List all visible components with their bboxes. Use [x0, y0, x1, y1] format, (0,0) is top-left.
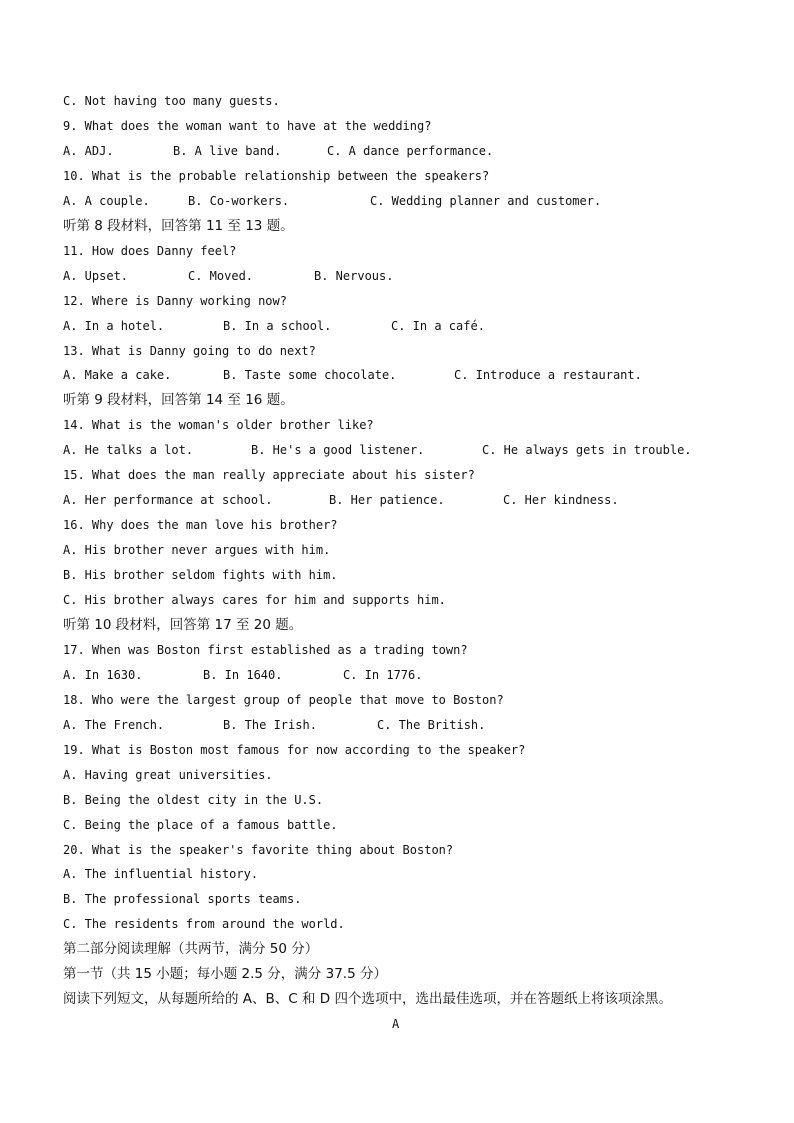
question-text: 9. What does the woman want to have at the wedding? — [63, 118, 432, 133]
answer-option: B. A live band. — [173, 143, 282, 158]
answer-option: A. His brother never argues with him. — [63, 543, 331, 558]
answer-option: B. The Irish. — [223, 717, 317, 732]
answer-option: C. His brother always cares for him and supports him. — [63, 593, 446, 607]
question-text: 18. Who were the largest group of people that move to Boston? — [63, 692, 504, 707]
answer-option: C. The residents from around the world. — [63, 917, 345, 932]
section-instruction: 听第 9 段材料，回答第 14 至 16 题。 — [63, 392, 294, 409]
question-text: 20. What is the speaker's favorite thing about Boston? — [63, 842, 454, 857]
answer-option: C. In a café. — [391, 318, 485, 333]
question-text: 14. What is the woman's older brother like? — [63, 418, 374, 433]
answer-option: A. Having great universities. — [63, 767, 273, 782]
answer-option: C. A dance performance. — [327, 143, 494, 158]
answer-option: A. In a hotel. — [63, 318, 165, 333]
answer-option: B. In 1640. — [203, 667, 283, 682]
question-text: 11. How does Danny feel? — [63, 243, 237, 258]
answer-option: C. Introduce a restaurant. — [454, 368, 642, 383]
answer-option: B. He's a good listener. — [251, 443, 425, 458]
question-text: 16. Why does the man love his brother? — [63, 518, 338, 533]
question-text: 12. Where is Danny working now? — [63, 293, 287, 308]
answer-option: C. Her kindness. — [503, 493, 619, 508]
answer-option: C. Moved. — [188, 268, 254, 283]
answer-option: A. The French. — [63, 717, 165, 732]
answer-option: B. Being the oldest city in the U.S. — [63, 792, 324, 807]
answer-option: A. Upset. — [63, 268, 129, 283]
answer-option: C. In 1776. — [343, 667, 423, 682]
answer-option: B. His brother seldom fights with him. — [63, 568, 338, 583]
answer-option: B. In a school. — [223, 318, 332, 333]
section-instruction: 第二部分阅读理解（共两节，满分 50 分） — [63, 941, 319, 958]
answer-option: A. He talks a lot. — [63, 443, 194, 458]
answer-option: B. Taste some chocolate. — [223, 368, 397, 383]
answer-option: B. Her patience. — [329, 493, 445, 508]
question-text: 10. What is the probable relationship between the speakers? — [63, 168, 490, 183]
answer-option: B. The professional sports teams. — [63, 892, 302, 907]
question-text: 13. What is Danny going to do next? — [63, 343, 316, 358]
answer-option: C. Not having too many guests. — [63, 94, 280, 108]
answer-option: A. The influential history. — [63, 867, 259, 882]
answer-option: B. Co-workers. — [188, 193, 290, 208]
answer-option: A. ADJ. — [63, 143, 114, 158]
answer-option: B. Nervous. — [314, 268, 394, 283]
question-text: 19. What is Boston most famous for now according to the speaker? — [63, 742, 526, 757]
answer-option: A. Make a cake. — [63, 368, 172, 383]
question-text: 17. When was Boston first established as a trading town? — [63, 642, 468, 657]
answer-option: A. A couple. — [63, 193, 150, 208]
passage-label: A — [392, 1017, 400, 1032]
answer-option: C. Wedding planner and customer. — [370, 193, 602, 208]
section-instruction: 阅读下列短文，从每题所给的 A、B、C 和 D 四个选项中，选出最佳选项，并在答题纸上将该项涂黑。 — [63, 991, 672, 1008]
answer-option: C. The British. — [377, 717, 486, 732]
answer-option: A. In 1630. — [63, 667, 143, 682]
section-instruction: 听第 10 段材料，回答第 17 至 20 题。 — [63, 616, 303, 633]
answer-option: C. Being the place of a famous battle. — [63, 817, 338, 832]
answer-option: A. Her performance at school. — [63, 493, 273, 508]
question-text: 15. What does the man really appreciate about his sister? — [63, 468, 475, 483]
section-instruction: 第一节（共 15 小题；每小题 2.5 分，满分 37.5 分） — [63, 966, 387, 983]
answer-option: C. He always gets in trouble. — [482, 443, 692, 458]
section-instruction: 听第 8 段材料，回答第 11 至 13 题。 — [63, 217, 294, 234]
